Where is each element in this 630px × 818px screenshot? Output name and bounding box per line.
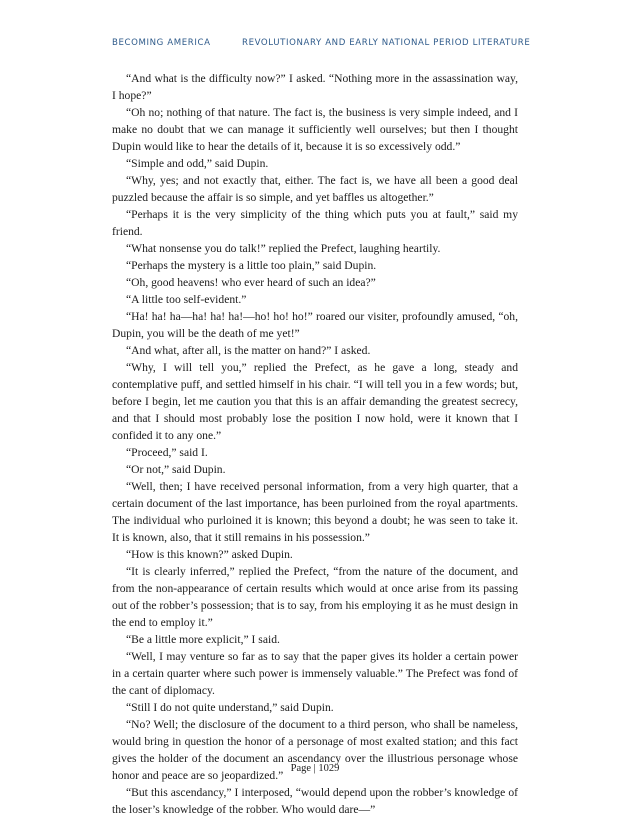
paragraph: “Simple and odd,” said Dupin.	[126, 157, 269, 170]
paragraph: “Ha! ha! ha—ha! ha! ha!—ho! ho! ho!” roared our visiter, profoundly amused, “oh, Dupin, you will be the death of me yet!”	[112, 310, 518, 340]
paragraph: “No? Well; the disclosure of the document to a third person, who shall be nameless, would bring in question the honor of a personage of most exalted station; and this fact gives the holder of the document an ascendancy over the illustrious personage whose honor and peace are so jeopardized.”	[112, 718, 518, 782]
paragraph: “Perhaps the mystery is a little too plain,” said Dupin.	[126, 259, 377, 272]
paragraph: “What nonsense you do talk!” replied the Prefect, laughing heartily.	[126, 242, 441, 255]
paragraph: “Why, yes; and not exactly that, either. The fact is, we have all been a good deal puzzled because the affair is so simple, and yet baffles us altogether.”	[112, 174, 518, 204]
paragraph: “How is this known?” asked Dupin.	[126, 548, 293, 561]
page-number: Page | 1029	[290, 763, 340, 774]
paragraph: “Or not,” said Dupin.	[126, 463, 226, 476]
page-body	[112, 70, 518, 818]
paragraph: “It is clearly inferred,” replied the Prefect, “from the nature of the document, and from the non-appearance of certain results which would at once arise from its passing out of the robber’s possession; that is to say, from his employing it as he must design in the end to employ it.”	[112, 565, 518, 629]
paragraph: “Be a little more explicit,” I said.	[126, 633, 280, 646]
header-book-title: BECOMING AMERICA	[112, 38, 211, 48]
paragraph: “Perhaps it is the very simplicity of the thing which puts you at fault,” said my friend.	[112, 208, 518, 238]
paragraph: “Why, I will tell you,” replied the Prefect, as he gave a long, steady and contemplative puff, and settled himself in his chair. “I will tell you in a few words; but, before I begin, let me caution you that this is an affair demanding the greatest secrecy, and that I should most probably lose the position I now hold, were it known that I confided it to any one.”	[112, 361, 518, 442]
paragraph: “Oh no; nothing of that nature. The fact is, the business is very simple indeed, and I make no doubt that we can manage it sufficiently well ourselves; but then I thought Dupin would like to hear the details of it, because it is so excessively odd.”	[112, 106, 518, 153]
paragraph: “Still I do not quite understand,” said Dupin.	[126, 701, 334, 714]
paragraph: “Well, then; I have received personal information, from a very high quarter, that a certain document of the last importance, has been purloined from the royal apartments. The individual who purloined it is known; this beyond a doubt; he was seen to take it. It is known, also, that it still remains in his possession.”	[112, 480, 518, 544]
paragraph: “Oh, good heavens! who ever heard of such an idea?”	[126, 276, 376, 289]
paragraph: “And what is the difficulty now?” I asked. “Nothing more in the assassination way, I hope?”	[112, 72, 518, 102]
header-section-title: REVOLUTIONARY AND EARLY NATIONAL PERIOD LITERATURE	[242, 38, 531, 48]
paragraph: “And what, after all, is the matter on hand?” I asked.	[126, 344, 371, 357]
paragraph: “A little too self-evident.”	[126, 293, 247, 306]
paragraph: “Well, I may venture so far as to say that the paper gives its holder a certain power in a certain quarter where such power is immensely valuable.” The Prefect was fond of the cant of diplomacy.	[112, 650, 518, 697]
paragraph: “But this ascendancy,” I interposed, “would depend upon the robber’s knowledge of the loser’s knowledge of the robber. Who would dare—”	[112, 786, 518, 816]
running-header	[112, 38, 532, 48]
paragraph: “Proceed,” said I.	[126, 446, 208, 459]
